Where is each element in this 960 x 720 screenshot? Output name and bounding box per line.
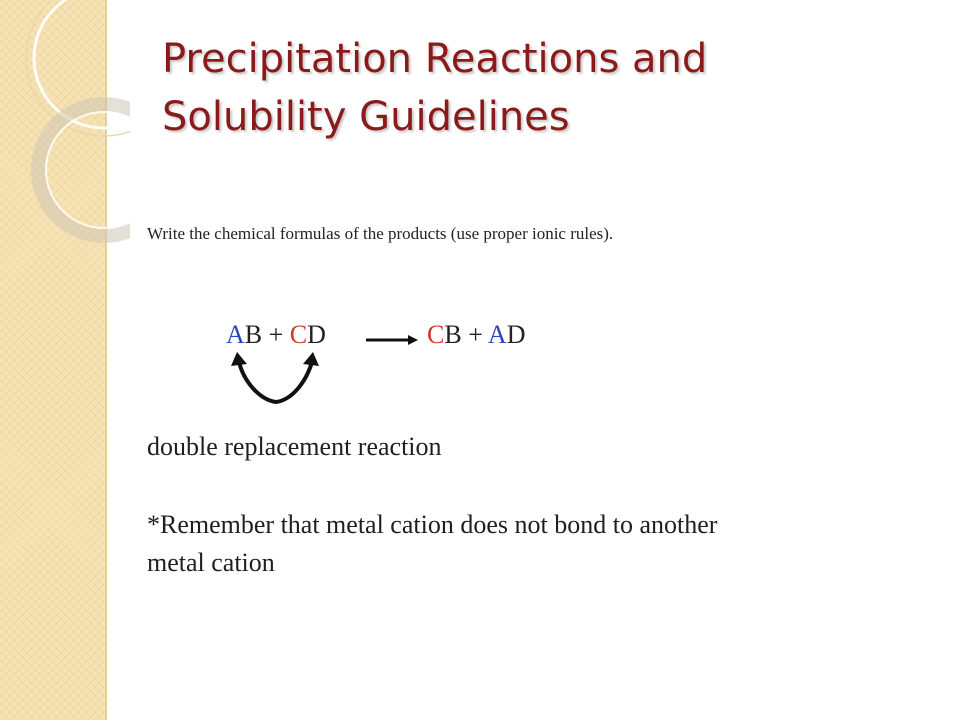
product1-anion: B xyxy=(444,320,462,349)
title-line-2: Solubility Guidelines xyxy=(162,94,570,140)
reactant1-anion: B xyxy=(244,320,263,349)
product2-anion: D xyxy=(506,320,526,349)
plus-sign-2: + xyxy=(461,320,488,349)
reactant2-anion: D xyxy=(307,320,326,349)
equation-reactants xyxy=(226,320,326,350)
product1-cation: C xyxy=(427,320,445,349)
page-title xyxy=(162,30,922,146)
reactant1-cation: A xyxy=(226,320,245,349)
reaction-type: double replacement reaction xyxy=(147,432,442,461)
note-line-1: *Remember that metal cation does not bond to another xyxy=(147,510,718,539)
plus-sign-1: + xyxy=(262,320,290,349)
reactant2-cation: C xyxy=(289,320,308,349)
swap-curve-arrow-icon xyxy=(226,352,326,408)
equation-products xyxy=(427,320,525,350)
title-line-1: Precipitation Reactions and xyxy=(162,36,708,82)
product2-cation: A xyxy=(487,320,507,349)
note-text xyxy=(147,506,907,582)
decorative-circles xyxy=(0,0,130,260)
reaction-arrow-icon xyxy=(364,330,420,350)
instruction-text: Write the chemical formulas of the products (use proper ionic rules). xyxy=(147,224,614,243)
note-line-2: metal cation xyxy=(147,548,275,577)
